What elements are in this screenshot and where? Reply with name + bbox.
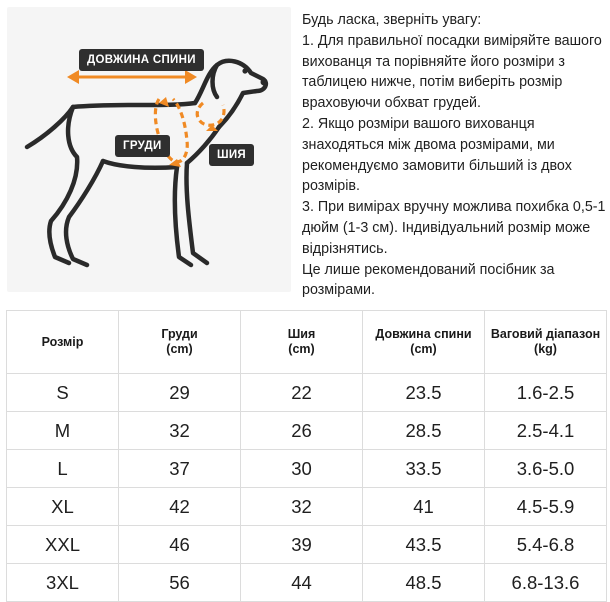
cell-size: L <box>7 450 119 488</box>
cell-back-length: 28.5 <box>363 412 485 450</box>
cell-size: S <box>7 374 119 412</box>
cell-weight: 5.4-6.8 <box>485 526 607 564</box>
table-row <box>7 450 607 488</box>
cell-neck: 30 <box>241 450 363 488</box>
header-size: Розмір <box>7 311 119 374</box>
cell-chest: 37 <box>119 450 241 488</box>
cell-size: XXL <box>7 526 119 564</box>
header-neck: Шия (cm) <box>241 311 363 374</box>
table-row <box>7 564 607 602</box>
chest-label: ГРУДИ <box>115 135 170 157</box>
cell-size: 3XL <box>7 564 119 602</box>
cell-weight: 2.5-4.1 <box>485 412 607 450</box>
table-row <box>7 412 607 450</box>
cell-size: M <box>7 412 119 450</box>
cell-chest: 46 <box>119 526 241 564</box>
measurement-notes <box>302 10 607 301</box>
cell-chest: 56 <box>119 564 241 602</box>
header-back-length: Довжина спини (cm) <box>363 311 485 374</box>
cell-chest: 32 <box>119 412 241 450</box>
table-row <box>7 488 607 526</box>
cell-neck: 44 <box>241 564 363 602</box>
cell-weight: 4.5-5.9 <box>485 488 607 526</box>
cell-back-length: 23.5 <box>363 374 485 412</box>
table-row <box>7 526 607 564</box>
cell-back-length: 41 <box>363 488 485 526</box>
cell-back-length: 48.5 <box>363 564 485 602</box>
cell-neck: 22 <box>241 374 363 412</box>
table-header-row <box>7 311 607 374</box>
note-1: 1. Для правильної посадки виміряйте вашого вихованця та порівняйте його розміри з таблицею нижче, потім виберіть розмір враховуючи обхват грудей. <box>302 32 602 112</box>
note-3: 3. При вимірах вручну можлива похибка 0,5-1 дюйм (1-3 см). Індивідуальний розмір може відрізнятись. <box>302 199 606 257</box>
measurement-diagram <box>7 7 291 292</box>
cell-weight: 3.6-5.0 <box>485 450 607 488</box>
header-chest: Груди (cm) <box>119 311 241 374</box>
cell-size: XL <box>7 488 119 526</box>
back-length-label: ДОВЖИНА СПИНИ <box>79 49 204 71</box>
header-weight-range: Ваговий діапазон (kg) <box>485 311 607 374</box>
cell-back-length: 43.5 <box>363 526 485 564</box>
notes-heading: Будь ласка, зверніть увагу: <box>302 12 482 28</box>
cell-weight: 1.6-2.5 <box>485 374 607 412</box>
neck-label: ШИЯ <box>209 144 254 166</box>
table-row <box>7 374 607 412</box>
cell-chest: 42 <box>119 488 241 526</box>
note-2: 2. Якщо розміри вашого вихованця знаходяться між двома розмірами, ми рекомендуємо замовити більший із двох розмірів. <box>302 115 572 195</box>
note-disclaimer: Це лише рекомендований посібник за розмірами. <box>302 261 555 299</box>
cell-chest: 29 <box>119 374 241 412</box>
cell-neck: 32 <box>241 488 363 526</box>
cell-neck: 39 <box>241 526 363 564</box>
cell-weight: 6.8-13.6 <box>485 564 607 602</box>
cell-back-length: 33.5 <box>363 450 485 488</box>
size-chart-table <box>6 310 607 602</box>
cell-neck: 26 <box>241 412 363 450</box>
